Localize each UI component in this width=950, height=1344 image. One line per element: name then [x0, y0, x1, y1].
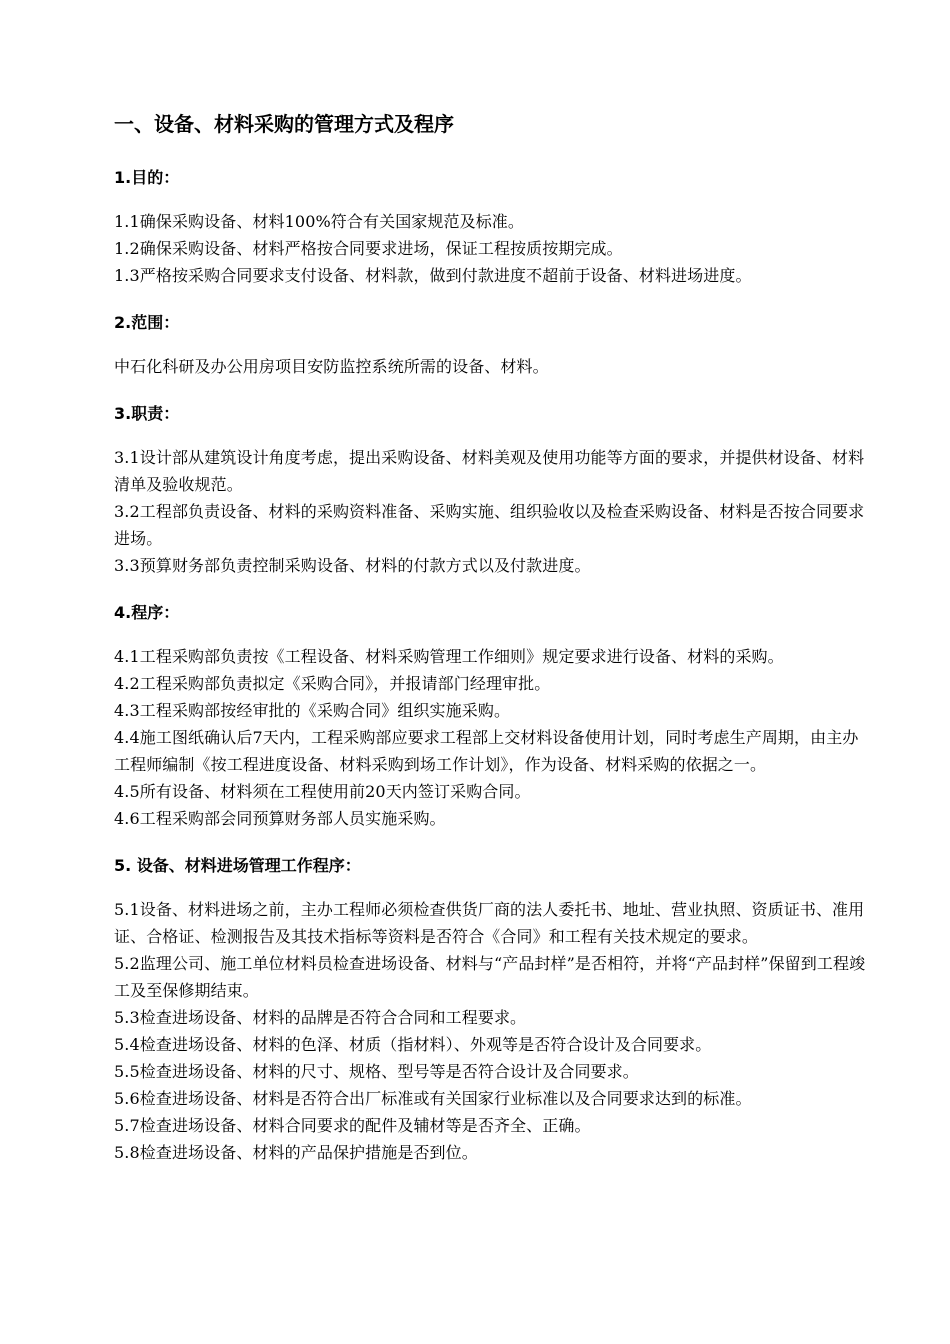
document-title: 一、设备、材料采购的管理方式及程序: [114, 112, 454, 136]
paragraph: 4.3工程采购部按经审批的《采购合同》组织实施采购。: [114, 701, 511, 720]
paragraph: 3.2工程部负责设备、材料的采购资料准备、采购实施、组织验收以及检查采购设备、材料是否按合同要求进场。: [114, 502, 865, 548]
paragraph: 3.3预算财务部负责控制采购设备、材料的付款方式以及付款进度。: [114, 556, 591, 575]
paragraph: 1.2确保采购设备、材料严格按合同要求进场，保证工程按质按期完成。: [114, 239, 623, 258]
section-heading: 1.目的：: [114, 168, 180, 187]
paragraph: 5.6检查进场设备、材料是否符合出厂标准或有关国家行业标准以及合同要求达到的标准。: [114, 1089, 752, 1108]
section-body: [114, 353, 874, 380]
section-body: [114, 208, 874, 289]
paragraph: 5.8检查进场设备、材料的产品保护措施是否到位。: [114, 1143, 478, 1162]
section-procedure: [114, 601, 874, 832]
section-heading: 3.职责：: [114, 404, 180, 423]
section-heading: 4.程序：: [114, 603, 180, 622]
paragraph: 1.3严格按采购合同要求支付设备、材料款，做到付款进度不超前于设备、材料进场进度。: [114, 266, 752, 285]
section-heading: 5. 设备、材料进场管理工作程序：: [114, 856, 361, 875]
section-responsibilities: [114, 402, 874, 579]
section-purpose: [114, 166, 874, 289]
paragraph: 4.1工程采购部负责按《工程设备、材料采购管理工作细则》规定要求进行设备、材料的采购。: [114, 647, 784, 666]
paragraph: 5.7检查进场设备、材料合同要求的配件及辅材等是否齐全、正确。: [114, 1116, 591, 1135]
section-body: [114, 444, 874, 579]
paragraph: 5.1设备、材料进场之前，主办工程师必须检查供货厂商的法人委托书、地址、营业执照、资质证书、准用证、合格证、检测报告及其技术指标等资料是否符合《合同》和工程有关技术规定的要求。: [114, 900, 865, 946]
section-body: [114, 896, 874, 1166]
section-body: [114, 643, 874, 832]
paragraph: 4.6工程采购部会同预算财务部人员实施采购。: [114, 809, 446, 828]
paragraph: 1.1确保采购设备、材料100%符合有关国家规范及标准。: [114, 212, 524, 231]
paragraph: 5.5检查进场设备、材料的尺寸、规格、型号等是否符合设计及合同要求。: [114, 1062, 639, 1081]
section-scope: [114, 311, 874, 380]
paragraph: 中石化科研及办公用房项目安防监控系统所需的设备、材料。: [114, 357, 549, 376]
paragraph: 4.4施工图纸确认后7天内，工程采购部应要求工程部上交材料设备使用计划，同时考虑生产周期，由主办工程师编制《按工程进度设备、材料采购到场工作计划》，作为设备、材料采购的依据之一。: [114, 728, 859, 774]
section-heading: 2.范围：: [114, 313, 180, 332]
section-site-entry-procedure: [114, 854, 874, 1166]
paragraph: 5.4检查进场设备、材料的色泽、材质（指材料）、外观等是否符合设计及合同要求。: [114, 1035, 712, 1054]
paragraph: 5.2监理公司、施工单位材料员检查进场设备、材料与“产品封样”是否相符，并将“产品封样”保留到工程竣工及至保修期结束。: [114, 954, 866, 1000]
paragraph: 5.3检查进场设备、材料的品牌是否符合合同和工程要求。: [114, 1008, 527, 1027]
paragraph: 4.2工程采购部负责拟定《采购合同》，并报请部门经理审批。: [114, 674, 551, 693]
document-page: [114, 110, 874, 1188]
paragraph: 3.1设计部从建筑设计角度考虑，提出采购设备、材料美观及使用功能等方面的要求，并提供材设备、材料清单及验收规范。: [114, 448, 865, 494]
paragraph: 4.5所有设备、材料须在工程使用前20天内签订采购合同。: [114, 782, 531, 801]
